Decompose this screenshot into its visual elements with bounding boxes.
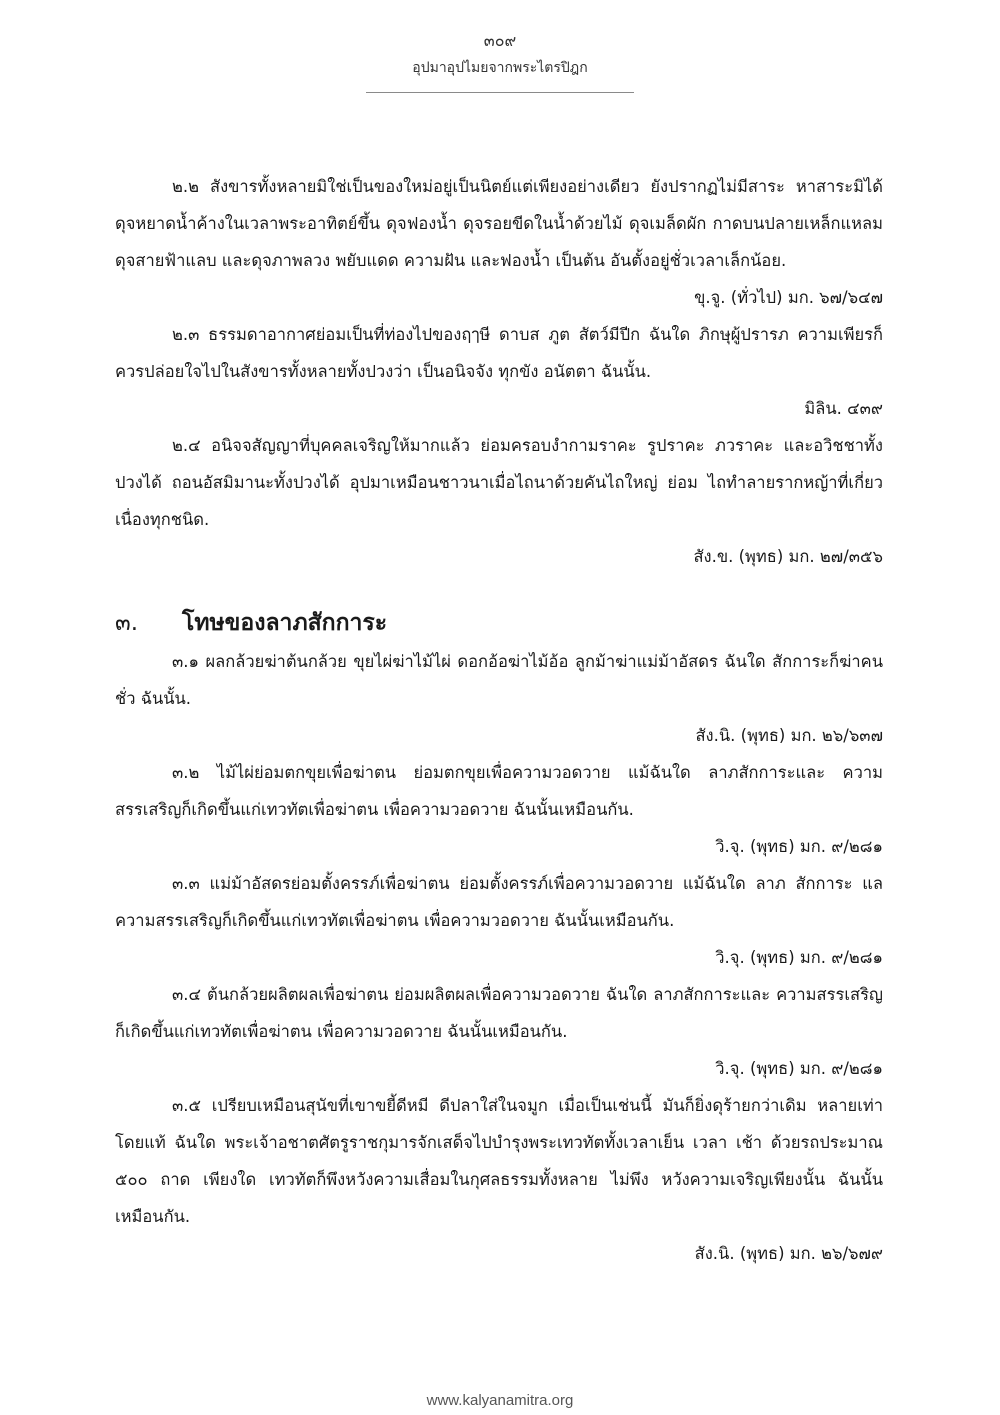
section-number: ๓. — [115, 610, 139, 636]
section-title: โทษของลาภสักการะ — [182, 610, 388, 636]
paragraph-3-3: ๓.๓ แม่ม้าอัสดรย่อมตั้งครรภ์เพื่อฆ่าตน ย่อมตั้งครรภ์เพื่อความวอดวาย แม้ฉันใด ลาภ สักการะ แลความสรรเสริญก็เกิดขึ้นแก่เทวทัตเพื่อฆ่าตน เพื่อความวอดวาย ฉันนั้นเหมือนกัน. — [115, 874, 883, 930]
footer-url: www.kalyanamitra.org — [426, 1392, 574, 1409]
page-body — [115, 168, 883, 1272]
header-divider — [366, 92, 634, 93]
paragraph-2-2: ๒.๒ สังขารทั้งหลายมิใช่เป็นของใหม่อยู่เป็นนิตย์แต่เพียงอย่างเดียว ยังปรากฏไม่มีสาระ หาสาระมิได้ ดุจหยาดน้ำค้างในเวลาพระอาทิตย์ขึ้น ดุจฟองน้ำ ดุจรอยขีดในน้ำด้วยไม้ ดุจเมล็ดผัก กาดบนปลายเหล็กแหลม ดุจสายฟ้าแลบ และดุจภาพลวง พยับแดด ความฝัน และฟองน้ำ เป็นต้น อันตั้งอยู่ชั่วเวลาเล็กน้อย. — [115, 177, 883, 270]
paragraph-3-1: ๓.๑ ผลกล้วยฆ่าต้นกล้วย ขุยไผ่ฆ่าไม้ไผ่ ดอกอ้อฆ่าไม้อ้อ ลูกม้าฆ่าแม่ม้าอัสดร ฉันใด สักการะก็ฆ่าคนชั่ว ฉันนั้น. — [115, 652, 883, 708]
page-number: ๓๐๙ — [483, 31, 517, 50]
citation-3-5: สัง.นิ. (พุทธ) มก. ๒๖/๖๗๙ — [694, 1244, 883, 1263]
citation-2-2: ขุ.จู. (ทั่วไป) มก. ๖๗/๖๔๗ — [694, 288, 883, 307]
paragraph-2-3: ๒.๓ ธรรมดาอากาศย่อมเป็นที่ท่องไปของฤๅษี ดาบส ภูต สัตว์มีปีก ฉันใด ภิกษุผู้ปรารภ ความเพียรก็ควรปล่อยใจไปในสังขารทั้งหลายทั้งปวงว่า เป็นอนิจจัง ทุกขัง อนัตตา ฉันนั้น. — [115, 325, 883, 381]
citation-3-2: วิ.จุ. (พุทธ) มก. ๙/๒๘๑ — [715, 837, 883, 856]
paragraph-3-4: ๓.๔ ต้นกล้วยผลิตผลเพื่อฆ่าตน ย่อมผลิตผลเพื่อความวอดวาย ฉันใด ลาภสักการะและ ความสรรเสริญก็เกิดขึ้นแก่เทวทัตเพื่อฆ่าตน เพื่อความวอดวาย ฉันนั้นเหมือนกัน. — [115, 985, 883, 1041]
citation-3-1: สัง.นิ. (พุทธ) มก. ๒๖/๖๓๗ — [695, 726, 883, 745]
paragraph-2-4: ๒.๔ อนิจจสัญญาที่บุคคลเจริญให้มากแล้ว ย่อมครอบงำกามราคะ รูปราคะ ภวราคะ และอวิชชาทั้งปวงได้ ถอนอัสมิมานะทั้งปวงได้ อุปมาเหมือนชาวนาเมื่อไถนาด้วยคันไถใหญ่ ย่อม ไถทำลายรากหญ้าที่เกี่ยวเนื่องทุกชนิด. — [115, 436, 883, 529]
page-header — [0, 30, 1000, 93]
citation-2-4: สัง.ข. (พุทธ) มก. ๒๗/๓๕๖ — [693, 547, 883, 566]
section-heading — [115, 603, 883, 643]
paragraph-3-5: ๓.๕ เปรียบเหมือนสุนัขที่เขาขยี้ดีหมี ดีปลาใส่ในจมูก เมื่อเป็นเช่นนี้ มันก็ยิ่งดุร้ายกว่าเดิม หลายเท่าโดยแท้ ฉันใด พระเจ้าอชาตศัตรูราชกุมารจักเสด็จไปบำรุงพระเทวทัตทั้งเวลาเย็น เวลา เช้า ด้วยรถประมาณ ๕๐๐ ถาด เพียงใด เทวทัตก็พึงหวังความเสื่อมในกุศลธรรมทั้งหลาย ไม่พึง หวังความเจริญเพียงนั้น ฉันนั้นเหมือนกัน. — [115, 1096, 883, 1226]
book-title: อุปมาอุปไมยจากพระไตรปิฎก — [412, 60, 588, 76]
citation-3-3: วิ.จุ. (พุทธ) มก. ๙/๒๘๑ — [715, 948, 883, 967]
paragraph-3-2: ๓.๒ ไม้ไผ่ย่อมตกขุยเพื่อฆ่าตน ย่อมตกขุยเพื่อความวอดวาย แม้ฉันใด ลาภสักการะและ ความสรรเสริญก็เกิดขึ้นแก่เทวทัตเพื่อฆ่าตน เพื่อความวอดวาย ฉันนั้นเหมือนกัน. — [115, 763, 883, 819]
citation-3-4: วิ.จุ. (พุทธ) มก. ๙/๒๘๑ — [715, 1059, 883, 1078]
citation-2-3: มิลิน. ๔๓๙ — [804, 399, 883, 418]
